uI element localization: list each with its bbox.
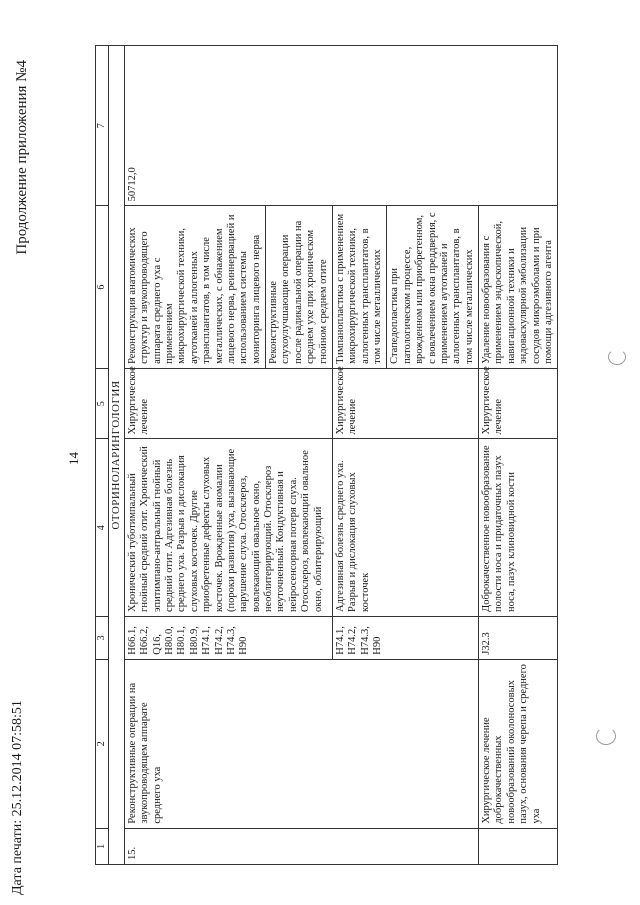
procedure-name: Хирургическое лечение доброкачественных новообразований околоносовых пазух, основания черепа и среднего уха bbox=[479, 659, 558, 828]
table-row bbox=[124, 46, 265, 865]
procedure-name: Реконструктивные операции на звукопроводящем аппарате среднего уха bbox=[124, 659, 478, 828]
hole-punch-mark bbox=[608, 349, 626, 365]
column-number: 6 bbox=[96, 206, 109, 369]
treatment-method: Реконструкция анатомических структур и звукопроводящего аппарата среднего уха с применением микрохирургической техники, аутотканей и аллогенных трансплантатов, в том числе металлических, с обнажением лицевого нерва, реиннервацией и использованием системы мониторинга лицевого нерва bbox=[124, 206, 265, 369]
hole-punch-mark bbox=[596, 727, 616, 745]
column-number: 3 bbox=[96, 616, 109, 659]
column-number: 4 bbox=[96, 439, 109, 616]
cost: 50712,0 bbox=[124, 46, 557, 206]
column-number: 2 bbox=[96, 659, 109, 828]
treatment-method: Реконструктивные слухоулучшающие операции после радикальной операции на среднем ухе при хроническом гнойном среднем отите bbox=[266, 206, 333, 369]
section-title: ОТОРИНОЛАРИНГОЛОГИЯ bbox=[109, 46, 125, 865]
treatment-type: Хирургическое лечение bbox=[332, 368, 478, 439]
treatment-method: Тимпанопластика с применением микрохирургической техники, аллогенных трансплантатов, в том числе металлических bbox=[332, 206, 387, 369]
column-number: 7 bbox=[96, 46, 109, 206]
continuation-heading: Продолжение приложения №4 bbox=[14, 60, 30, 255]
diagnosis: Хронический туботимпальный гнойный средний отит. Хронический эпитимпано-антральный гнойный средний отит. Адгезивная болезнь среднего уха. Разрыв и дислокация слуховых косточек. Другие приобретенные дефекты слуховых косточек. Врожденные аномалии (пороки развития) уха, вызывающие нарушение слуха. Отосклероз, вовлекающий овальное окно, необлитерирующий. Отосклероз неуточненный. Кондуктивная и нейросенсорная потеря слуха. Отосклероз, вовлекающий овальное окно, облитерирующий bbox=[124, 439, 332, 616]
page-number: 14 bbox=[66, 452, 81, 465]
column-number-row bbox=[96, 46, 109, 865]
section-row bbox=[109, 46, 125, 865]
treatment-type: Хирургическое лечение bbox=[479, 368, 558, 439]
diagnosis: Доброкачественное новообразование полости носа и придаточных пазух носа, пазух клиновидной кости bbox=[479, 439, 558, 616]
column-number: 1 bbox=[96, 828, 109, 864]
medical-care-table bbox=[95, 45, 558, 865]
treatment-method: Удаление новообразования с применением эндоскопической, навигационной техники и эндоваскулярной эмболизации сосудов микроэмболами и при помощи адгезивного агента bbox=[479, 206, 558, 369]
row-number: 15. bbox=[124, 828, 478, 864]
diagnosis: Адгезивная болезнь среднего уха. Разрыв и дислокация слуховых косточек bbox=[332, 439, 478, 616]
print-date: Дата печати: 25.12.2014 07:58:51 bbox=[10, 700, 25, 895]
icd-codes: J32.3 bbox=[479, 616, 558, 659]
icd-codes: H74.1, H74.2, H74.3, H90 bbox=[332, 616, 478, 659]
row-number bbox=[479, 828, 558, 864]
treatment-type: Хирургическое лечение bbox=[124, 368, 332, 439]
treatment-method: Стапедопластика при патологическом процессе, врожденном или приобретенном, с вовлечением окна преддверия, с применением аутотканей и аллогенных трансплантатов, в том числе металлических bbox=[387, 206, 479, 369]
column-number: 5 bbox=[96, 368, 109, 439]
icd-codes: H66.1, H66.2, Q16, H80.0, H80.1, H80.9, H74.1, H74.2, H74.3, H90 bbox=[124, 616, 332, 659]
